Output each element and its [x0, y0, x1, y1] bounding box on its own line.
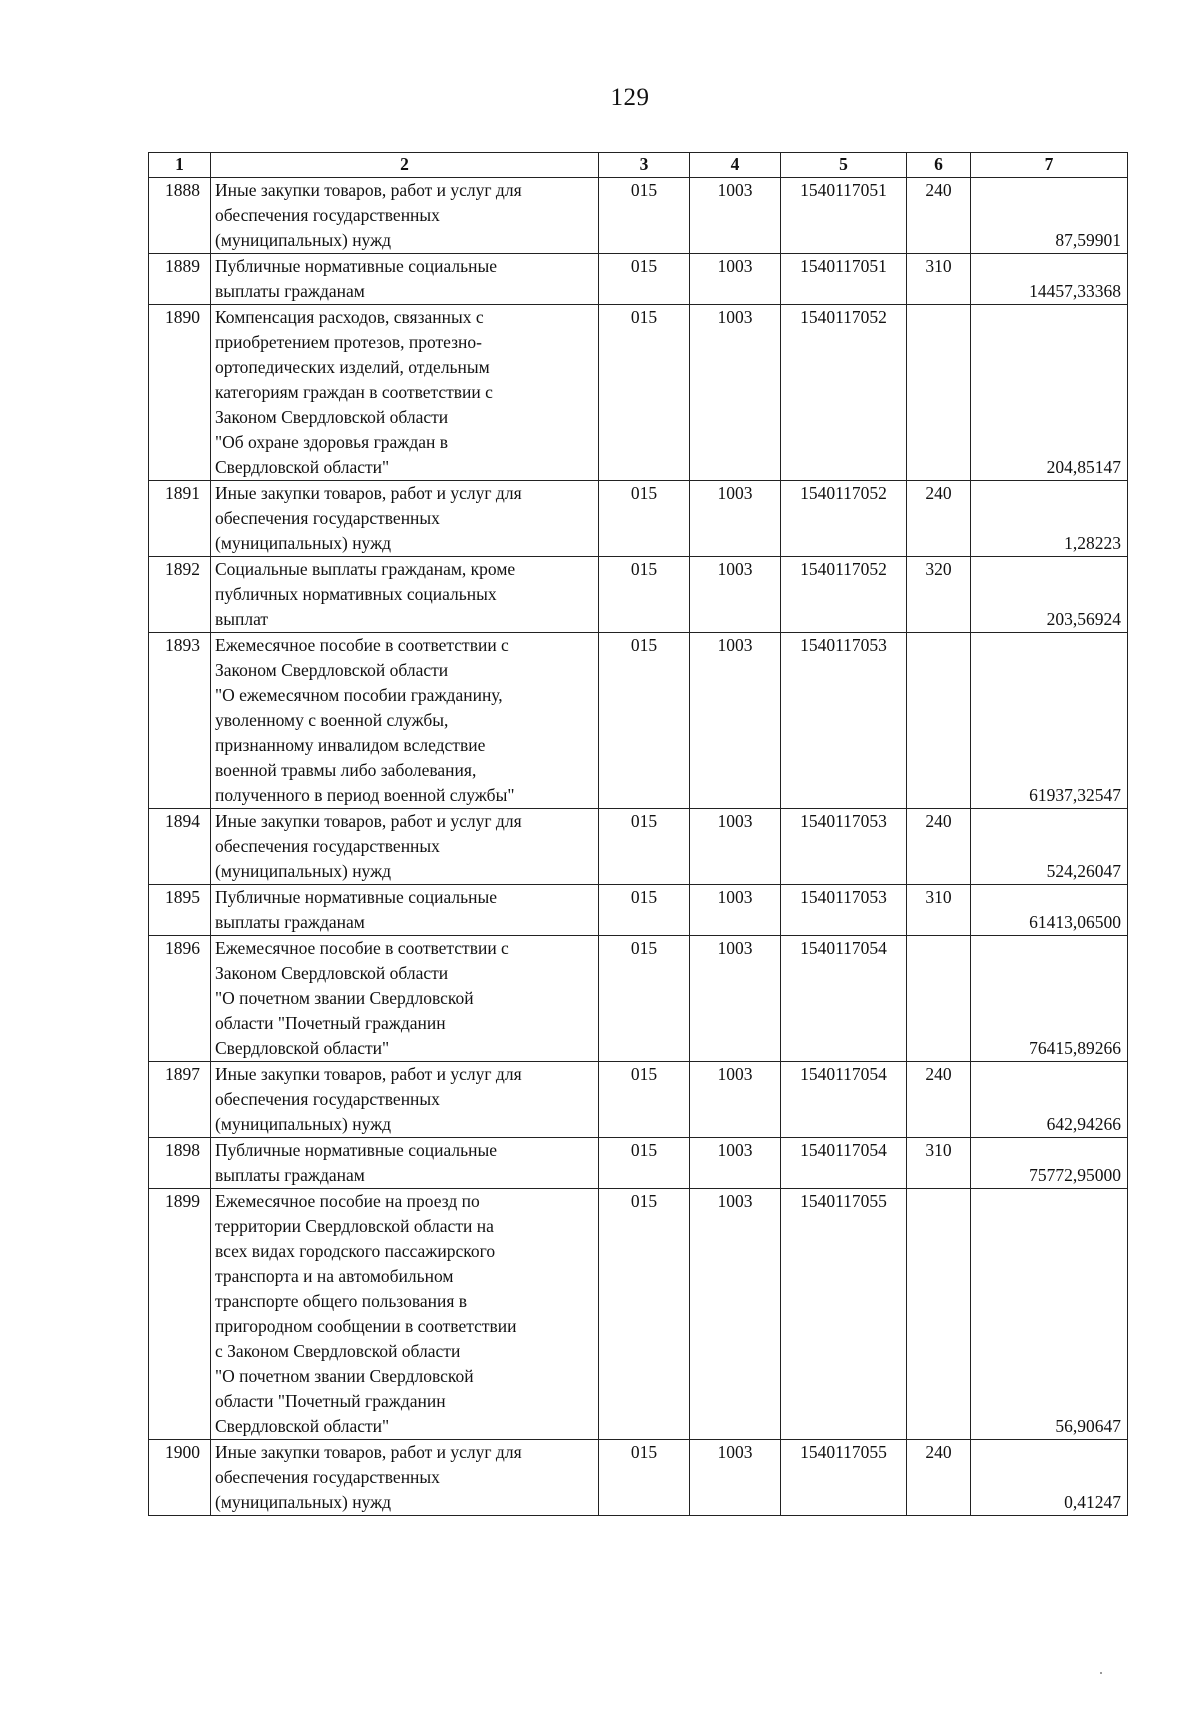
column-header-6: 6 [907, 153, 971, 178]
description-line: Иные закупки товаров, работ и услуг для [215, 180, 522, 200]
target-article-code: 1540117054 [781, 1062, 907, 1138]
section-code: 1003 [690, 178, 781, 254]
amount: 642,94266 [971, 1062, 1128, 1138]
ministry-code: 015 [599, 1138, 690, 1189]
description-line: публичных нормативных социальных [215, 584, 497, 604]
ministry-code: 015 [599, 633, 690, 809]
budget-table [148, 152, 1128, 1516]
description-line: приобретением протезов, протезно- [215, 332, 482, 352]
description-line: (муниципальных) нужд [215, 533, 392, 553]
ministry-code: 015 [599, 1189, 690, 1440]
description-line: уволенному с военной службы, [215, 710, 449, 730]
section-code: 1003 [690, 885, 781, 936]
description-line: Свердловской области" [215, 457, 390, 477]
amount: 87,59901 [971, 178, 1128, 254]
table-row [149, 885, 1128, 936]
description-line: обеспечения государственных [215, 205, 440, 225]
expense-type-code: 310 [907, 254, 971, 305]
expense-type-code [907, 305, 971, 481]
section-code: 1003 [690, 809, 781, 885]
amount: 524,26047 [971, 809, 1128, 885]
page-number: 129 [610, 84, 650, 111]
table-row [149, 305, 1128, 481]
row-number: 1889 [149, 254, 211, 305]
column-header-1: 1 [149, 153, 211, 178]
table-row [149, 1189, 1128, 1440]
description-line: категориям граждан в соответствии с [215, 382, 493, 402]
section-code: 1003 [690, 254, 781, 305]
description-line: ортопедических изделий, отдельным [215, 357, 490, 377]
ministry-code: 015 [599, 305, 690, 481]
amount: 56,90647 [971, 1189, 1128, 1440]
row-number: 1894 [149, 809, 211, 885]
amount: 0,41247 [971, 1440, 1128, 1516]
target-article-code: 1540117053 [781, 885, 907, 936]
row-description [211, 557, 599, 633]
expense-type-code: 320 [907, 557, 971, 633]
row-description [211, 254, 599, 305]
ministry-code: 015 [599, 1440, 690, 1516]
ministry-code: 015 [599, 809, 690, 885]
section-code: 1003 [690, 557, 781, 633]
section-code: 1003 [690, 305, 781, 481]
description-line: Свердловской области" [215, 1038, 390, 1058]
ministry-code: 015 [599, 178, 690, 254]
ministry-code: 015 [599, 1062, 690, 1138]
table-row [149, 1440, 1128, 1516]
target-article-code: 1540117051 [781, 178, 907, 254]
table-row [149, 1138, 1128, 1189]
description-line: (муниципальных) нужд [215, 861, 392, 881]
row-description [211, 1062, 599, 1138]
description-line: транспорта и на автомобильном [215, 1266, 454, 1286]
description-line: с Законом Свердловской области [215, 1341, 461, 1361]
table-row [149, 633, 1128, 809]
description-line: Публичные нормативные социальные [215, 1140, 497, 1160]
description-line: Ежемесячное пособие в соответствии с [215, 938, 509, 958]
description-line: (муниципальных) нужд [215, 1492, 392, 1512]
table-row [149, 178, 1128, 254]
amount: 14457,33368 [971, 254, 1128, 305]
expense-type-code: 240 [907, 1062, 971, 1138]
description-line: обеспечения государственных [215, 836, 440, 856]
row-description [211, 633, 599, 809]
description-line: Иные закупки товаров, работ и услуг для [215, 1064, 522, 1084]
description-line: полученного в период военной службы" [215, 785, 515, 805]
amount: 1,28223 [971, 481, 1128, 557]
row-number: 1895 [149, 885, 211, 936]
column-header-7: 7 [971, 153, 1128, 178]
ministry-code: 015 [599, 254, 690, 305]
description-line: признанному инвалидом вследствие [215, 735, 486, 755]
description-line: "Об охране здоровья граждан в [215, 432, 449, 452]
section-code: 1003 [690, 936, 781, 1062]
description-line: военной травмы либо заболевания, [215, 760, 477, 780]
expense-type-code: 240 [907, 178, 971, 254]
description-line: Социальные выплаты гражданам, кроме [215, 559, 516, 579]
target-article-code: 1540117054 [781, 1138, 907, 1189]
target-article-code: 1540117051 [781, 254, 907, 305]
section-code: 1003 [690, 1440, 781, 1516]
column-header-2: 2 [211, 153, 599, 178]
row-description [211, 1440, 599, 1516]
description-line: Иные закупки товаров, работ и услуг для [215, 811, 522, 831]
expense-type-code: 310 [907, 885, 971, 936]
amount: 61937,32547 [971, 633, 1128, 809]
description-line: Ежемесячное пособие на проезд по [215, 1191, 480, 1211]
section-code: 1003 [690, 1062, 781, 1138]
description-line: "О почетном звании Свердловской [215, 1366, 474, 1386]
column-header-3: 3 [599, 153, 690, 178]
expense-type-code: 240 [907, 1440, 971, 1516]
amount: 203,56924 [971, 557, 1128, 633]
description-line: Иные закупки товаров, работ и услуг для [215, 1442, 522, 1462]
target-article-code: 1540117052 [781, 481, 907, 557]
table-header-row [149, 153, 1128, 178]
table-body [149, 178, 1128, 1516]
expense-type-code [907, 1189, 971, 1440]
description-line: Публичные нормативные социальные [215, 887, 497, 907]
table-row [149, 809, 1128, 885]
description-line: Компенсация расходов, связанных с [215, 307, 484, 327]
row-number: 1896 [149, 936, 211, 1062]
description-line: "О ежемесячном пособии гражданину, [215, 685, 503, 705]
section-code: 1003 [690, 633, 781, 809]
amount: 75772,95000 [971, 1138, 1128, 1189]
description-line: обеспечения государственных [215, 1089, 440, 1109]
row-number: 1888 [149, 178, 211, 254]
description-line: Публичные нормативные социальные [215, 256, 497, 276]
description-line: Иные закупки товаров, работ и услуг для [215, 483, 522, 503]
description-line: выплат [215, 609, 269, 629]
row-description [211, 178, 599, 254]
table-row [149, 557, 1128, 633]
target-article-code: 1540117053 [781, 633, 907, 809]
ministry-code: 015 [599, 557, 690, 633]
table-row [149, 1062, 1128, 1138]
amount: 61413,06500 [971, 885, 1128, 936]
target-article-code: 1540117055 [781, 1440, 907, 1516]
description-line: Законом Свердловской области [215, 963, 449, 983]
description-line: пригородном сообщении в соответствии [215, 1316, 517, 1336]
description-line: выплаты гражданам [215, 1165, 365, 1185]
ministry-code: 015 [599, 885, 690, 936]
scan-speck [1100, 1672, 1102, 1674]
description-line: обеспечения государственных [215, 508, 440, 528]
description-line: выплаты гражданам [215, 281, 365, 301]
description-line: транспорте общего пользования в [215, 1291, 468, 1311]
row-description [211, 809, 599, 885]
description-line: Ежемесячное пособие в соответствии с [215, 635, 509, 655]
expense-type-code: 240 [907, 809, 971, 885]
table-row [149, 936, 1128, 1062]
row-number: 1893 [149, 633, 211, 809]
section-code: 1003 [690, 481, 781, 557]
row-description [211, 481, 599, 557]
column-header-5: 5 [781, 153, 907, 178]
row-number: 1890 [149, 305, 211, 481]
expense-type-code: 310 [907, 1138, 971, 1189]
description-line: территории Свердловской области на [215, 1216, 494, 1236]
row-description [211, 305, 599, 481]
description-line: области "Почетный гражданин [215, 1013, 446, 1033]
description-line: "О почетном звании Свердловской [215, 988, 474, 1008]
row-number: 1899 [149, 1189, 211, 1440]
target-article-code: 1540117052 [781, 557, 907, 633]
section-code: 1003 [690, 1138, 781, 1189]
column-header-4: 4 [690, 153, 781, 178]
table-row [149, 254, 1128, 305]
description-line: выплаты гражданам [215, 912, 365, 932]
target-article-code: 1540117054 [781, 936, 907, 1062]
description-line: обеспечения государственных [215, 1467, 440, 1487]
ministry-code: 015 [599, 481, 690, 557]
expense-type-code [907, 633, 971, 809]
row-number: 1892 [149, 557, 211, 633]
row-description [211, 1138, 599, 1189]
amount: 204,85147 [971, 305, 1128, 481]
description-line: Законом Свердловской области [215, 407, 449, 427]
row-number: 1898 [149, 1138, 211, 1189]
description-line: области "Почетный гражданин [215, 1391, 446, 1411]
description-line: Законом Свердловской области [215, 660, 449, 680]
description-line: (муниципальных) нужд [215, 230, 392, 250]
row-number: 1891 [149, 481, 211, 557]
row-number: 1897 [149, 1062, 211, 1138]
expense-type-code: 240 [907, 481, 971, 557]
description-line: всех видах городского пассажирского [215, 1241, 496, 1261]
target-article-code: 1540117052 [781, 305, 907, 481]
row-description [211, 1189, 599, 1440]
section-code: 1003 [690, 1189, 781, 1440]
row-number: 1900 [149, 1440, 211, 1516]
description-line: Свердловской области" [215, 1416, 390, 1436]
target-article-code: 1540117055 [781, 1189, 907, 1440]
ministry-code: 015 [599, 936, 690, 1062]
row-description [211, 936, 599, 1062]
expense-type-code [907, 936, 971, 1062]
amount: 76415,89266 [971, 936, 1128, 1062]
table-row [149, 481, 1128, 557]
description-line: (муниципальных) нужд [215, 1114, 392, 1134]
target-article-code: 1540117053 [781, 809, 907, 885]
row-description [211, 885, 599, 936]
